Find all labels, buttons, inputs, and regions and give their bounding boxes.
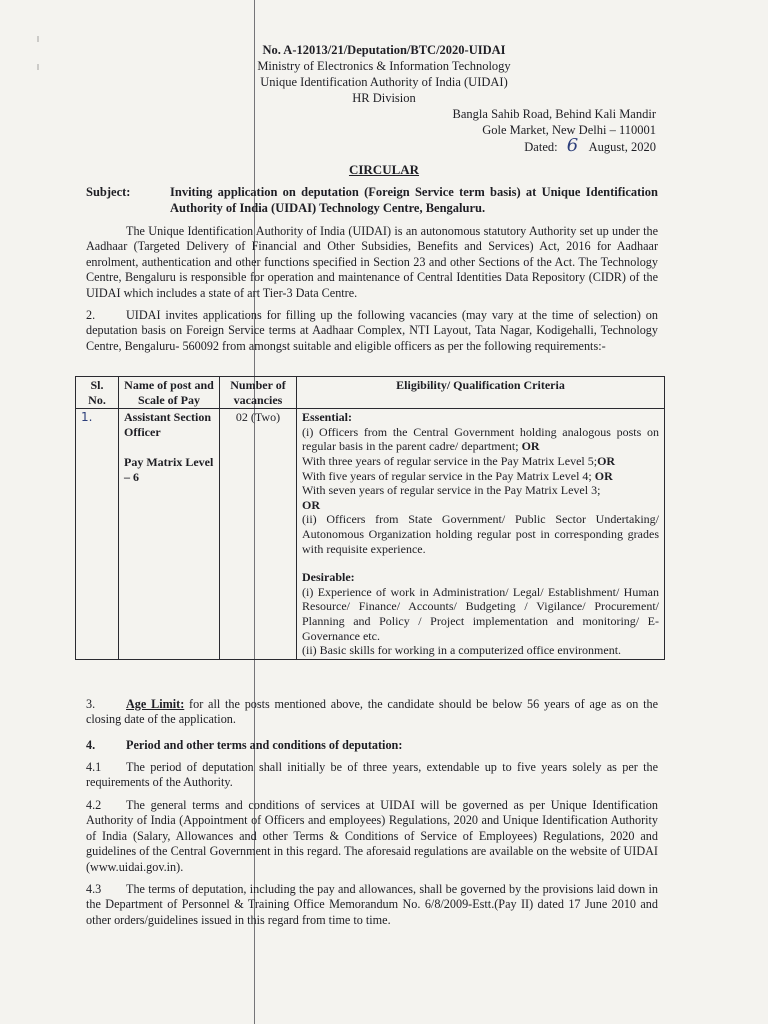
paragraph-4-number: 4.	[86, 738, 96, 752]
paragraph-4-2-number: 4.2	[86, 798, 102, 812]
paragraph-4-heading-text: Period and other terms and conditions of deputation:	[126, 738, 403, 752]
cell-post	[119, 409, 220, 660]
essential-item-ii: (ii) Officers from State Government/ Public Sector Undertaking/ Autonomous Organization holding regular post in corresponding grades with requisite experience.	[302, 512, 659, 556]
or-connector: OR	[302, 497, 320, 512]
date-line	[453, 135, 656, 156]
paragraph-4-1	[86, 760, 658, 791]
paragraph-2-number: 2.	[86, 308, 96, 322]
essential-level-3: With seven years of regular service in the Pay Matrix Level 3;	[302, 483, 601, 498]
desirable-item-ii: (ii) Basic skills for working in a computerized office environment.	[302, 643, 622, 658]
paragraph-4-3	[86, 882, 658, 928]
cell-vacancies: 02 (Two)	[220, 409, 297, 660]
letterhead	[0, 42, 768, 106]
address-line-1: Bangla Sahib Road, Behind Kali Mandir	[452, 107, 656, 121]
address-line-2: Gole Market, New Delhi – 110001	[482, 123, 656, 137]
essential-level-5: With three years of regular service in the Pay Matrix Level 5;OR	[302, 453, 616, 468]
vacancy-table	[75, 376, 665, 660]
address-block	[453, 106, 656, 155]
division-name: HR Division	[352, 91, 416, 105]
essential-item-i: (i) Officers from the Central Government holding analogous posts on regular basis in the parent cadre/ department; OR	[302, 424, 659, 454]
desirable-item-i: (i) Experience of work in Administration/ Legal/ Establishment/ Human Resource/ Finance/ Accounts/ Budgeting / Vigilance/ Procurement/ Planning and Policy / Project implementation and monitoring/ E-Governance etc.	[302, 584, 659, 643]
or-connector: OR	[594, 468, 613, 483]
paragraph-4-2	[86, 798, 658, 875]
col-header-eligibility: Eligibility/ Qualification Criteria	[297, 377, 665, 409]
col-header-sl-no: Sl. No.	[76, 377, 119, 409]
paragraph-4-3-number: 4.3	[86, 882, 102, 896]
col-header-post: Name of post and Scale of Pay	[119, 377, 220, 409]
cell-eligibility	[297, 409, 665, 660]
authority-name: Unique Identification Authority of India (UIDAI)	[260, 75, 508, 89]
pay-level: Pay Matrix Level – 6	[124, 455, 214, 484]
table-header-row	[76, 377, 665, 409]
paragraph-4-3-text: The terms of deputation, including the pay and allowances, shall be governed by the provisions laid down in the Department of Personnel & Training Office Memorandum No. 6/8/2009-Estt.(Pay II) dated 17 June 2010 and other orders/guidelines issued in this regard from time to time.	[86, 882, 658, 927]
reference-number: No. A-12013/21/Deputation/BTC/2020-UIDAI	[262, 43, 506, 57]
paragraph-3	[86, 697, 658, 728]
post-name: Assistant Section Officer	[124, 410, 212, 439]
table-row	[76, 409, 665, 660]
subject-text: Inviting application on deputation (Foreign Service term basis) at Unique Identification Authority of India (UIDAI) Technology Centre, Bengaluru.	[170, 185, 658, 215]
paragraph-1: The Unique Identification Authority of India (UIDAI) is an autonomous statutory Authority set up under the Aadhaar (Targeted Delivery of Financial and Other Subsidies, Benefits and Services) Act, 2016 for Aadhaar enrolment, authentication and other functions specified in Section 23 and other Sections of the Act. The Technology Centre, Bengaluru is responsible for operation and maintenance of Central Identities Data Repository (CIDR) of the UIDAI which includes a state of art Tier-3 Data Centre.	[86, 224, 658, 300]
dated-month-year: August, 2020	[588, 140, 656, 154]
paragraph-4-1-number: 4.1	[86, 760, 102, 774]
paragraph-3-number: 3.	[86, 697, 96, 711]
paragraph-4-2-text: The general terms and conditions of services at UIDAI will be governed as per Unique Identification Authority of India (Appointment of Officers and employees) Regulations, 2020 and Unique Identification Authority of India (Salary, Allowances and other Terms & Conditions of Service of Employees) Regulations, 2020 and guidelines of the Central Government in this regard. The aforesaid regulations are available on the website of UIDAI (www.uidai.gov.in).	[86, 798, 658, 874]
age-limit-label: Age Limit:	[126, 697, 185, 711]
subject-label: Subject:	[86, 185, 131, 199]
or-connector: OR	[597, 453, 616, 468]
essential-label: Essential:	[302, 410, 353, 425]
cell-sl-no	[76, 409, 119, 660]
essential-level-4: With five years of regular service in the Pay Matrix Level 4; OR	[302, 468, 613, 483]
paragraph-4-heading	[86, 738, 658, 753]
paragraph-3-text: for all the posts mentioned above, the candidate should be below 56 years of age as on the closing date of the application.	[86, 697, 658, 727]
subject-block	[86, 184, 658, 216]
handwritten-day: 6	[566, 135, 579, 156]
paragraph-2-text: UIDAI invites applications for filling up the following vacancies (may vary at the time of selection) on deputation basis on Foreign Service terms at Aadhaar Complex, NTI Layout, Tata Nagar, Kodigehalli, Technology Centre, Bengaluru- 560092 from amongst suitable and eligible officers as per the following requirements:-	[86, 308, 658, 353]
circular-title: CIRCULAR	[348, 162, 420, 177]
desirable-label: Desirable:	[302, 570, 355, 585]
or-connector: OR	[521, 439, 540, 454]
ministry-name: Ministry of Electronics & Information Technology	[257, 59, 511, 73]
paragraph-4-1-text: The period of deputation shall initially be of three years, extendable up to five years solely as per the requirements of the Authority.	[86, 760, 658, 790]
dated-label: Dated:	[524, 140, 558, 154]
col-header-vacancies: Number of vacancies	[220, 377, 297, 409]
sl-no-value: 1.	[81, 410, 93, 425]
paragraph-2	[86, 308, 658, 354]
